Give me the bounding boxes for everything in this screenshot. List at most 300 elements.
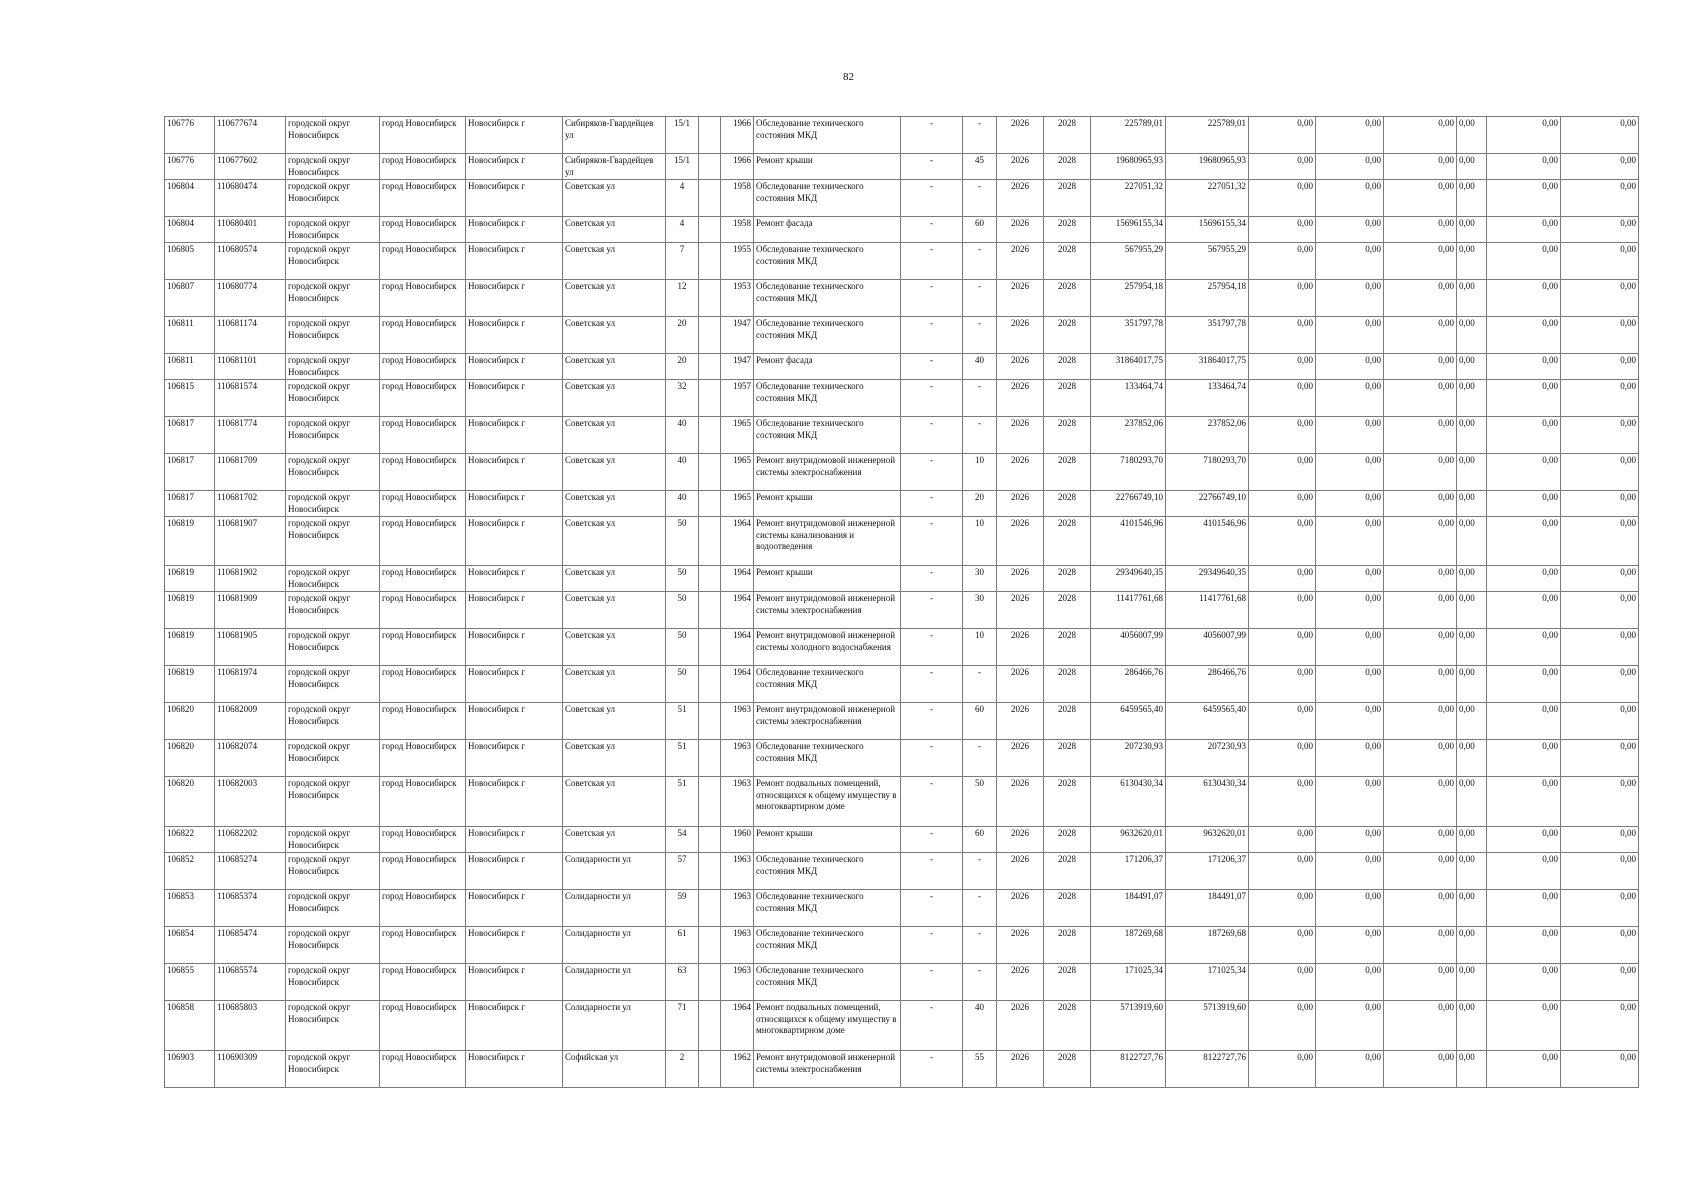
cell-work-id: 110685474 [215, 927, 286, 964]
cell-total-cost: 225789,01 [1091, 117, 1166, 154]
cell-col-21: 0,00 [1487, 592, 1561, 629]
cell-street: Сибиряков-Гвардейцев ул [563, 117, 666, 154]
cell-col-19: 0,00 [1384, 517, 1457, 566]
cell-col-17: 0,00 [1249, 517, 1316, 566]
cell-col-19: 0,00 [1384, 217, 1457, 243]
cell-col-11: - [901, 927, 963, 964]
cell-col-20: 0,00 [1457, 280, 1487, 317]
cell-fund-cost: 567955,29 [1166, 243, 1249, 280]
cell-col-22: 0,00 [1561, 380, 1639, 417]
cell-street: Советская ул [563, 629, 666, 666]
cell-house-number: 7 [666, 243, 699, 280]
cell-col-20: 0,00 [1457, 180, 1487, 217]
cell-year-built: 1966 [721, 117, 754, 154]
cell-municipal-district: городской округ Новосибирск [286, 491, 380, 517]
cell-col-11: - [901, 354, 963, 380]
cell-end-year: 2028 [1044, 180, 1091, 217]
cell-house-id: 106817 [165, 454, 215, 491]
cell-work-id: 110681774 [215, 417, 286, 454]
cell-settlement: город Новосибирск [380, 827, 466, 853]
cell-work-id: 110685374 [215, 890, 286, 927]
cell-total-cost: 29349640,35 [1091, 566, 1166, 592]
cell-house-number: 61 [666, 927, 699, 964]
cell-col-17: 0,00 [1249, 317, 1316, 354]
cell-total-cost: 257954,18 [1091, 280, 1166, 317]
cell-work-id: 110681709 [215, 454, 286, 491]
cell-street: Солидарности ул [563, 927, 666, 964]
cell-col-18: 0,00 [1316, 454, 1384, 491]
cell-col-12: 50 [963, 777, 997, 827]
cell-fund-cost: 7180293,70 [1166, 454, 1249, 491]
cell-total-cost: 6130430,34 [1091, 777, 1166, 827]
cell-start-year: 2026 [997, 117, 1044, 154]
cell-col-18: 0,00 [1316, 927, 1384, 964]
cell-col-18: 0,00 [1316, 890, 1384, 927]
cell-col-17: 0,00 [1249, 592, 1316, 629]
cell-total-cost: 19680965,93 [1091, 154, 1166, 180]
cell-building [699, 592, 721, 629]
cell-house-id: 106853 [165, 890, 215, 927]
cell-house-id: 106807 [165, 280, 215, 317]
cell-work-id: 110677602 [215, 154, 286, 180]
cell-end-year: 2028 [1044, 380, 1091, 417]
cell-building [699, 154, 721, 180]
cell-col-17: 0,00 [1249, 666, 1316, 703]
cell-col-17: 0,00 [1249, 417, 1316, 454]
cell-col-12: - [963, 666, 997, 703]
cell-col-12: 20 [963, 491, 997, 517]
cell-col-17: 0,00 [1249, 777, 1316, 827]
cell-settlement: город Новосибирск [380, 417, 466, 454]
cell-col-21: 0,00 [1487, 454, 1561, 491]
table-row [165, 180, 1639, 217]
table-row [165, 1051, 1639, 1088]
cell-end-year: 2028 [1044, 517, 1091, 566]
cell-building [699, 380, 721, 417]
cell-total-cost: 237852,06 [1091, 417, 1166, 454]
cell-work-type: Обследование технического состояния МКД [754, 317, 901, 354]
cell-house-id: 106804 [165, 217, 215, 243]
cell-city: Новосибирск г [466, 740, 563, 777]
cell-col-22: 0,00 [1561, 491, 1639, 517]
cell-house-number: 40 [666, 454, 699, 491]
cell-work-id: 110682009 [215, 703, 286, 740]
cell-year-built: 1964 [721, 517, 754, 566]
cell-building [699, 517, 721, 566]
cell-total-cost: 351797,78 [1091, 317, 1166, 354]
cell-house-id: 106805 [165, 243, 215, 280]
cell-work-type: Ремонт подвальных помещений, относящихся к общему имуществу в многоквартирном доме [754, 777, 901, 827]
cell-col-19: 0,00 [1384, 777, 1457, 827]
cell-year-built: 1964 [721, 566, 754, 592]
cell-col-18: 0,00 [1316, 180, 1384, 217]
cell-col-22: 0,00 [1561, 927, 1639, 964]
cell-work-id: 110681907 [215, 517, 286, 566]
cell-total-cost: 207230,93 [1091, 740, 1166, 777]
cell-col-18: 0,00 [1316, 853, 1384, 890]
cell-year-built: 1966 [721, 154, 754, 180]
cell-col-11: - [901, 491, 963, 517]
cell-settlement: город Новосибирск [380, 964, 466, 1001]
cell-fund-cost: 5713919,60 [1166, 1001, 1249, 1051]
cell-col-20: 0,00 [1457, 1051, 1487, 1088]
cell-col-11: - [901, 890, 963, 927]
table-row [165, 243, 1639, 280]
cell-year-built: 1963 [721, 890, 754, 927]
cell-col-20: 0,00 [1457, 740, 1487, 777]
table-row [165, 964, 1639, 1001]
cell-settlement: город Новосибирск [380, 454, 466, 491]
cell-col-17: 0,00 [1249, 629, 1316, 666]
cell-street: Советская ул [563, 566, 666, 592]
cell-settlement: город Новосибирск [380, 592, 466, 629]
cell-building [699, 180, 721, 217]
cell-street: Советская ул [563, 217, 666, 243]
cell-start-year: 2026 [997, 964, 1044, 1001]
cell-house-number: 20 [666, 354, 699, 380]
cell-building [699, 666, 721, 703]
table-row [165, 853, 1639, 890]
cell-col-21: 0,00 [1487, 491, 1561, 517]
cell-col-19: 0,00 [1384, 592, 1457, 629]
cell-house-number: 50 [666, 592, 699, 629]
cell-house-number: 15/1 [666, 117, 699, 154]
cell-start-year: 2026 [997, 280, 1044, 317]
table-row [165, 117, 1639, 154]
cell-municipal-district: городской округ Новосибирск [286, 1051, 380, 1088]
cell-house-id: 106817 [165, 491, 215, 517]
cell-col-17: 0,00 [1249, 1051, 1316, 1088]
cell-house-id: 106858 [165, 1001, 215, 1051]
cell-year-built: 1965 [721, 417, 754, 454]
cell-col-18: 0,00 [1316, 740, 1384, 777]
cell-house-id: 106819 [165, 517, 215, 566]
cell-fund-cost: 237852,06 [1166, 417, 1249, 454]
cell-end-year: 2028 [1044, 354, 1091, 380]
cell-col-20: 0,00 [1457, 491, 1487, 517]
cell-col-20: 0,00 [1457, 666, 1487, 703]
cell-municipal-district: городской округ Новосибирск [286, 380, 380, 417]
cell-city: Новосибирск г [466, 154, 563, 180]
cell-col-12: - [963, 243, 997, 280]
cell-col-18: 0,00 [1316, 280, 1384, 317]
cell-col-11: - [901, 666, 963, 703]
cell-col-17: 0,00 [1249, 853, 1316, 890]
cell-year-built: 1955 [721, 243, 754, 280]
cell-city: Новосибирск г [466, 629, 563, 666]
table-row [165, 1001, 1639, 1051]
cell-fund-cost: 6459565,40 [1166, 703, 1249, 740]
cell-building [699, 354, 721, 380]
cell-start-year: 2026 [997, 740, 1044, 777]
cell-city: Новосибирск г [466, 827, 563, 853]
cell-building [699, 890, 721, 927]
cell-col-22: 0,00 [1561, 1001, 1639, 1051]
cell-col-22: 0,00 [1561, 117, 1639, 154]
cell-col-11: - [901, 740, 963, 777]
cell-year-built: 1957 [721, 380, 754, 417]
cell-col-21: 0,00 [1487, 243, 1561, 280]
table-row [165, 927, 1639, 964]
cell-col-17: 0,00 [1249, 703, 1316, 740]
cell-year-built: 1963 [721, 853, 754, 890]
table-row [165, 566, 1639, 592]
page-number: 82 [843, 71, 854, 83]
cell-col-22: 0,00 [1561, 964, 1639, 1001]
cell-house-id: 106819 [165, 566, 215, 592]
cell-col-20: 0,00 [1457, 154, 1487, 180]
cell-start-year: 2026 [997, 666, 1044, 703]
cell-total-cost: 286466,76 [1091, 666, 1166, 703]
cell-total-cost: 5713919,60 [1091, 1001, 1166, 1051]
cell-year-built: 1953 [721, 280, 754, 317]
cell-street: Советская ул [563, 380, 666, 417]
cell-col-22: 0,00 [1561, 517, 1639, 566]
cell-municipal-district: городской округ Новосибирск [286, 777, 380, 827]
table-row [165, 703, 1639, 740]
cell-col-22: 0,00 [1561, 354, 1639, 380]
cell-work-type: Ремонт внутридомовой инженерной системы канализования и водоотведения [754, 517, 901, 566]
cell-settlement: город Новосибирск [380, 380, 466, 417]
cell-year-built: 1963 [721, 777, 754, 827]
cell-start-year: 2026 [997, 927, 1044, 964]
cell-city: Новосибирск г [466, 1051, 563, 1088]
table-row [165, 666, 1639, 703]
cell-start-year: 2026 [997, 454, 1044, 491]
cell-settlement: город Новосибирск [380, 853, 466, 890]
cell-house-id: 106820 [165, 740, 215, 777]
cell-col-18: 0,00 [1316, 517, 1384, 566]
table-row [165, 517, 1639, 566]
cell-settlement: город Новосибирск [380, 927, 466, 964]
cell-col-22: 0,00 [1561, 853, 1639, 890]
cell-col-22: 0,00 [1561, 217, 1639, 243]
cell-total-cost: 7180293,70 [1091, 454, 1166, 491]
cell-col-21: 0,00 [1487, 154, 1561, 180]
cell-col-19: 0,00 [1384, 853, 1457, 890]
cell-house-number: 54 [666, 827, 699, 853]
cell-house-id: 106820 [165, 777, 215, 827]
cell-year-built: 1963 [721, 927, 754, 964]
cell-col-19: 0,00 [1384, 317, 1457, 354]
cell-col-21: 0,00 [1487, 1001, 1561, 1051]
cell-col-21: 0,00 [1487, 380, 1561, 417]
cell-col-19: 0,00 [1384, 629, 1457, 666]
cell-work-id: 110680401 [215, 217, 286, 243]
cell-col-12: - [963, 280, 997, 317]
cell-col-12: 40 [963, 1001, 997, 1051]
cell-fund-cost: 133464,74 [1166, 380, 1249, 417]
cell-house-id: 106852 [165, 853, 215, 890]
cell-col-18: 0,00 [1316, 703, 1384, 740]
cell-end-year: 2028 [1044, 827, 1091, 853]
cell-col-20: 0,00 [1457, 629, 1487, 666]
cell-municipal-district: городской округ Новосибирск [286, 927, 380, 964]
cell-col-19: 0,00 [1384, 454, 1457, 491]
cell-col-21: 0,00 [1487, 417, 1561, 454]
cell-col-11: - [901, 1001, 963, 1051]
cell-work-type: Обследование технического состояния МКД [754, 380, 901, 417]
cell-municipal-district: городской округ Новосибирск [286, 566, 380, 592]
cell-house-id: 106855 [165, 964, 215, 1001]
table-row [165, 417, 1639, 454]
cell-work-type: Обследование технического состояния МКД [754, 243, 901, 280]
cell-col-11: - [901, 380, 963, 417]
cell-col-21: 0,00 [1487, 703, 1561, 740]
cell-building [699, 964, 721, 1001]
cell-col-19: 0,00 [1384, 117, 1457, 154]
cell-col-21: 0,00 [1487, 354, 1561, 380]
cell-work-id: 110681905 [215, 629, 286, 666]
cell-municipal-district: городской округ Новосибирск [286, 180, 380, 217]
cell-col-11: - [901, 180, 963, 217]
table-row [165, 317, 1639, 354]
cell-col-20: 0,00 [1457, 243, 1487, 280]
cell-building [699, 1001, 721, 1051]
cell-col-22: 0,00 [1561, 740, 1639, 777]
cell-city: Новосибирск г [466, 927, 563, 964]
cell-total-cost: 133464,74 [1091, 380, 1166, 417]
cell-settlement: город Новосибирск [380, 777, 466, 827]
cell-col-12: 10 [963, 454, 997, 491]
cell-col-20: 0,00 [1457, 454, 1487, 491]
cell-col-22: 0,00 [1561, 417, 1639, 454]
cell-fund-cost: 4101546,96 [1166, 517, 1249, 566]
cell-end-year: 2028 [1044, 890, 1091, 927]
cell-settlement: город Новосибирск [380, 703, 466, 740]
cell-street: Советская ул [563, 454, 666, 491]
cell-city: Новосибирск г [466, 1001, 563, 1051]
cell-col-11: - [901, 517, 963, 566]
cell-total-cost: 4056007,99 [1091, 629, 1166, 666]
cell-year-built: 1964 [721, 629, 754, 666]
cell-work-type: Обследование технического состояния МКД [754, 666, 901, 703]
cell-work-id: 110681974 [215, 666, 286, 703]
cell-house-number: 51 [666, 777, 699, 827]
cell-city: Новосибирск г [466, 517, 563, 566]
cell-settlement: город Новосибирск [380, 666, 466, 703]
cell-building [699, 217, 721, 243]
cell-city: Новосибирск г [466, 853, 563, 890]
cell-work-type: Обследование технического состояния МКД [754, 280, 901, 317]
table-row [165, 154, 1639, 180]
cell-house-number: 40 [666, 491, 699, 517]
cell-col-18: 0,00 [1316, 491, 1384, 517]
cell-year-built: 1964 [721, 1001, 754, 1051]
cell-col-21: 0,00 [1487, 180, 1561, 217]
cell-col-20: 0,00 [1457, 827, 1487, 853]
cell-building [699, 853, 721, 890]
cell-col-18: 0,00 [1316, 566, 1384, 592]
cell-col-19: 0,00 [1384, 154, 1457, 180]
cell-total-cost: 11417761,68 [1091, 592, 1166, 629]
cell-total-cost: 6459565,40 [1091, 703, 1166, 740]
cell-end-year: 2028 [1044, 566, 1091, 592]
cell-building [699, 491, 721, 517]
cell-col-19: 0,00 [1384, 964, 1457, 1001]
cell-house-id: 106811 [165, 317, 215, 354]
cell-city: Новосибирск г [466, 380, 563, 417]
cell-city: Новосибирск г [466, 217, 563, 243]
cell-house-number: 71 [666, 1001, 699, 1051]
cell-street: Солидарности ул [563, 853, 666, 890]
cell-col-21: 0,00 [1487, 964, 1561, 1001]
cell-settlement: город Новосибирск [380, 180, 466, 217]
cell-street: Советская ул [563, 243, 666, 280]
cell-house-number: 4 [666, 217, 699, 243]
cell-work-type: Ремонт фасада [754, 217, 901, 243]
cell-col-11: - [901, 117, 963, 154]
cell-start-year: 2026 [997, 180, 1044, 217]
cell-col-17: 0,00 [1249, 243, 1316, 280]
cell-col-19: 0,00 [1384, 927, 1457, 964]
table-row [165, 380, 1639, 417]
cell-total-cost: 31864017,75 [1091, 354, 1166, 380]
cell-end-year: 2028 [1044, 1001, 1091, 1051]
cell-work-id: 110681909 [215, 592, 286, 629]
cell-municipal-district: городской округ Новосибирск [286, 417, 380, 454]
cell-col-18: 0,00 [1316, 317, 1384, 354]
cell-col-12: 60 [963, 703, 997, 740]
cell-total-cost: 22766749,10 [1091, 491, 1166, 517]
cell-col-20: 0,00 [1457, 217, 1487, 243]
cell-city: Новосибирск г [466, 280, 563, 317]
cell-end-year: 2028 [1044, 740, 1091, 777]
cell-col-18: 0,00 [1316, 217, 1384, 243]
cell-col-18: 0,00 [1316, 666, 1384, 703]
cell-start-year: 2026 [997, 827, 1044, 853]
cell-house-number: 50 [666, 566, 699, 592]
cell-house-number: 4 [666, 180, 699, 217]
cell-col-12: - [963, 890, 997, 927]
cell-col-17: 0,00 [1249, 927, 1316, 964]
cell-fund-cost: 171206,37 [1166, 853, 1249, 890]
cell-fund-cost: 22766749,10 [1166, 491, 1249, 517]
cell-work-id: 110680774 [215, 280, 286, 317]
cell-col-19: 0,00 [1384, 491, 1457, 517]
cell-end-year: 2028 [1044, 703, 1091, 740]
cell-house-number: 40 [666, 417, 699, 454]
cell-building [699, 243, 721, 280]
cell-col-20: 0,00 [1457, 566, 1487, 592]
cell-street: Советская ул [563, 666, 666, 703]
cell-city: Новосибирск г [466, 491, 563, 517]
cell-col-17: 0,00 [1249, 454, 1316, 491]
cell-col-22: 0,00 [1561, 666, 1639, 703]
cell-col-18: 0,00 [1316, 380, 1384, 417]
cell-city: Новосибирск г [466, 117, 563, 154]
cell-city: Новосибирск г [466, 777, 563, 827]
cell-total-cost: 227051,32 [1091, 180, 1166, 217]
cell-col-21: 0,00 [1487, 117, 1561, 154]
cell-street: Советская ул [563, 354, 666, 380]
cell-col-19: 0,00 [1384, 740, 1457, 777]
cell-end-year: 2028 [1044, 927, 1091, 964]
cell-work-type: Ремонт внутридомовой инженерной системы электроснабжения [754, 454, 901, 491]
cell-col-11: - [901, 417, 963, 454]
cell-col-17: 0,00 [1249, 740, 1316, 777]
cell-street: Советская ул [563, 491, 666, 517]
cell-col-22: 0,00 [1561, 317, 1639, 354]
cell-start-year: 2026 [997, 703, 1044, 740]
cell-street: Советская ул [563, 777, 666, 827]
cell-col-22: 0,00 [1561, 629, 1639, 666]
cell-city: Новосибирск г [466, 666, 563, 703]
cell-col-12: 30 [963, 566, 997, 592]
cell-col-19: 0,00 [1384, 827, 1457, 853]
cell-building [699, 740, 721, 777]
cell-work-id: 110681101 [215, 354, 286, 380]
